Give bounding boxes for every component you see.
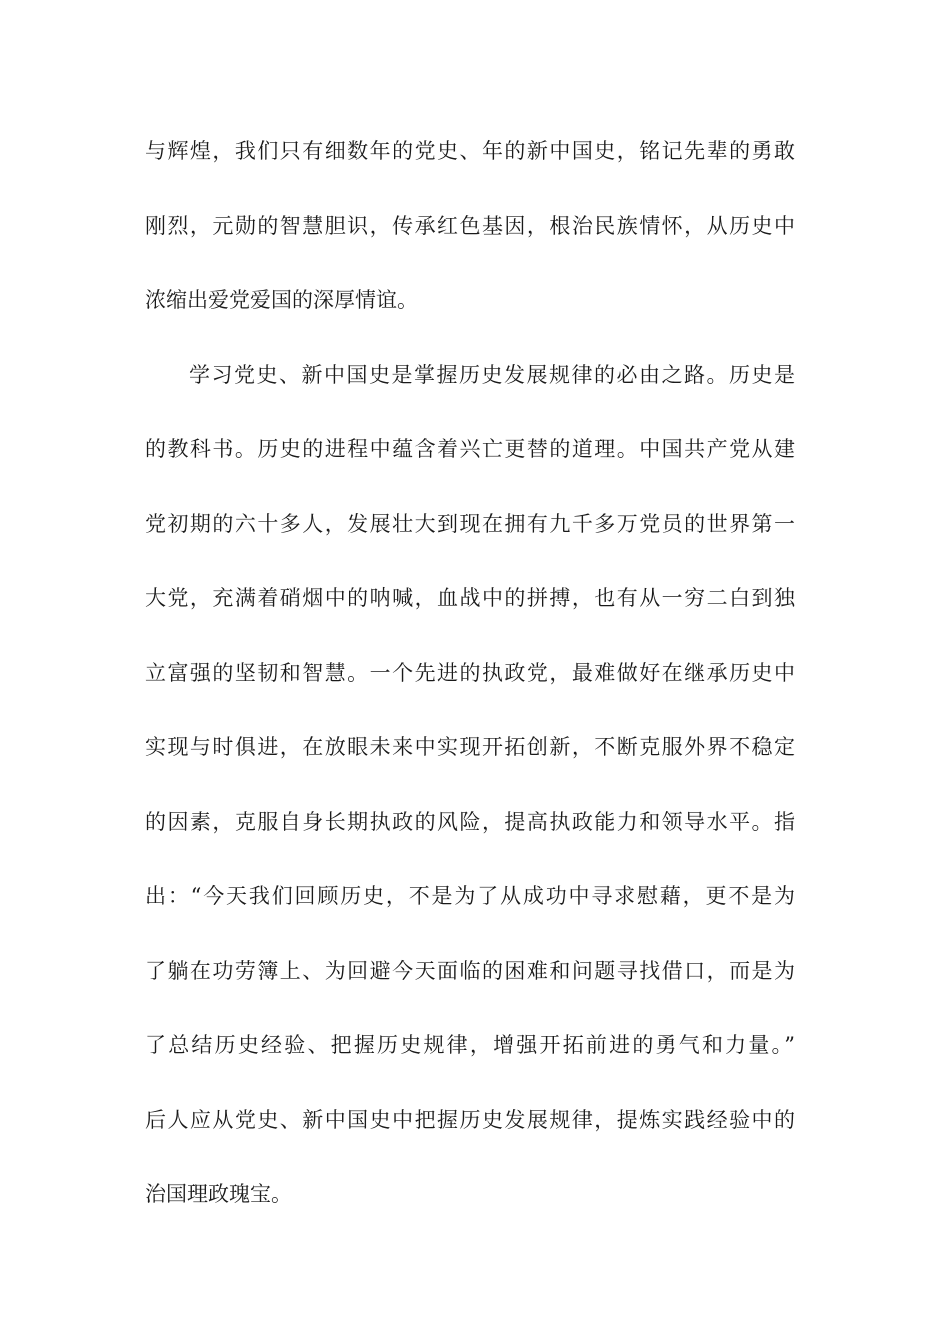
text-line-2: 刚烈，元勋的智慧胆识，传承红色基因，根治民族情怀，从历史中: [145, 213, 795, 238]
text-line-10: 的因素，克服自身长期执政的风险，提高执政能力和领导水平。指: [145, 809, 795, 834]
text-line-12: 了躺在功劳簿上、为回避今天面临的困难和问题寻找借口，而是为: [145, 958, 795, 983]
text-line-8: 立富强的坚韧和智慧。一个先进的执政党，最难做好在继承历史中: [145, 660, 795, 685]
text-line-3: 浓缩出爱党爱国的深厚情谊。: [145, 288, 418, 312]
text-line-6: 党初期的六十多人，发展壮大到现在拥有九千多万党员的世界第一: [145, 511, 795, 536]
text-line-11: 出：“今天我们回顾历史，不是为了从成功中寻求慰藉，更不是为: [145, 884, 795, 908]
body-text: [145, 128, 795, 1246]
text-line-4: 学习党史、新中国史是掌握历史发展规律的必由之路。历史是: [189, 362, 795, 387]
text-line-14: 后人应从党史、新中国史中把握历史发展规律，提炼实践经验中的: [145, 1107, 795, 1132]
text-line-15: 治国理政瑰宝。: [145, 1182, 292, 1206]
text-line-9: 实现与时俱进，在放眼未来中实现开拓创新，不断克服外界不稳定: [145, 735, 795, 759]
text-line-7: 大党，充满着硝烟中的呐喊，血战中的拼搏，也有从一穷二白到独: [145, 586, 795, 610]
text-line-5: 的教科书。历史的进程中蕴含着兴亡更替的道理。中国共产党从建: [145, 437, 795, 461]
text-line-13: 了总结历史经验、把握历史规律，增强开拓前进的勇气和力量。”: [145, 1033, 795, 1057]
text-line-1: 与辉煌，我们只有细数年的党史、年的新中国史，铭记先辈的勇敢: [145, 139, 795, 163]
